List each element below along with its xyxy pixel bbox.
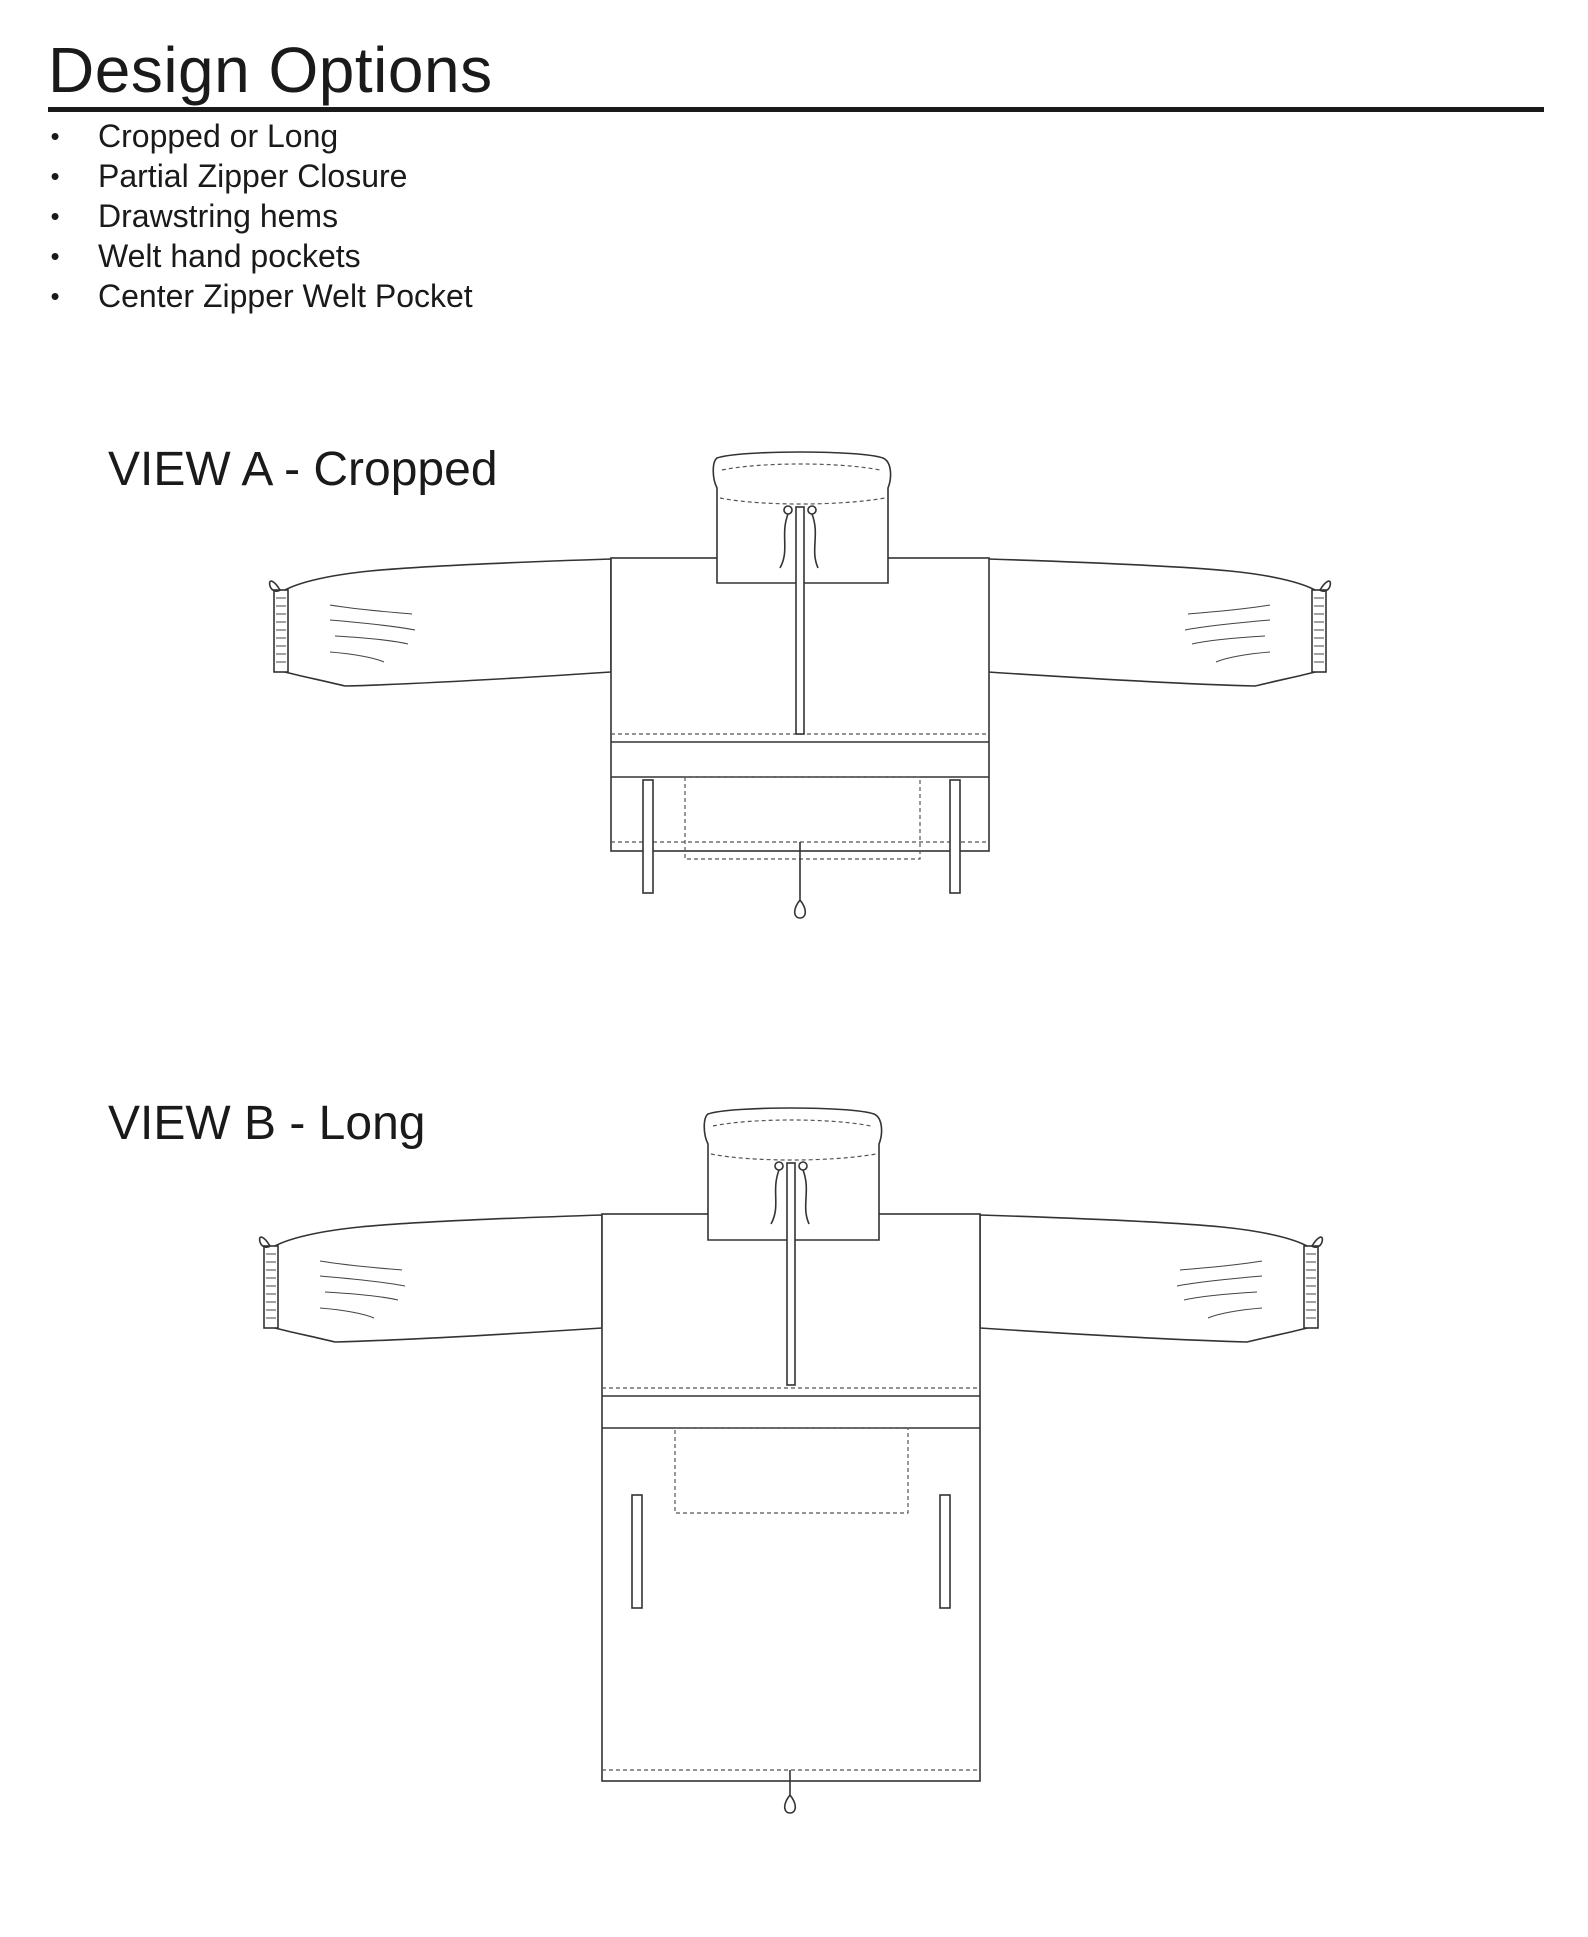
list-item (48, 156, 473, 196)
list-item (48, 236, 473, 276)
view-b-label: VIEW B - Long (108, 1097, 426, 1150)
left-sleeve (280, 559, 611, 686)
page-title: Design Options (48, 34, 493, 106)
option-label: Drawstring hems (98, 198, 339, 234)
right-cuff (1304, 1246, 1318, 1328)
list-item (48, 196, 473, 236)
view-a-label: VIEW A - Cropped (108, 443, 498, 496)
left-cuff (264, 1246, 278, 1328)
option-label: Welt hand pockets (98, 238, 361, 274)
bullet-icon: • (50, 241, 60, 271)
left-welt-pocket (632, 1495, 642, 1608)
bullet-icon: • (50, 121, 60, 151)
bullet-icon: • (50, 161, 60, 191)
half-zipper (787, 1163, 795, 1385)
option-label: Center Zipper Welt Pocket (98, 278, 473, 314)
list-item (48, 116, 473, 156)
bullet-icon: • (50, 281, 60, 311)
hem-drawcord (795, 842, 806, 918)
view-a-technical-flat (0, 440, 1588, 960)
design-options-list (48, 116, 473, 316)
left-welt-pocket (643, 780, 653, 893)
title-rule (48, 107, 1544, 112)
right-welt-pocket (940, 1495, 950, 1608)
right-cuff (1312, 590, 1326, 672)
right-sleeve (980, 1215, 1312, 1342)
right-sleeve (988, 559, 1320, 686)
list-item (48, 276, 473, 316)
right-welt-pocket (950, 780, 960, 893)
bullet-icon: • (50, 201, 60, 231)
left-cuff (274, 590, 288, 672)
option-label: Cropped or Long (98, 118, 339, 154)
option-label: Partial Zipper Closure (98, 158, 408, 194)
left-sleeve (270, 1215, 602, 1342)
view-b-technical-flat (0, 1095, 1588, 1815)
half-zipper (796, 507, 804, 734)
